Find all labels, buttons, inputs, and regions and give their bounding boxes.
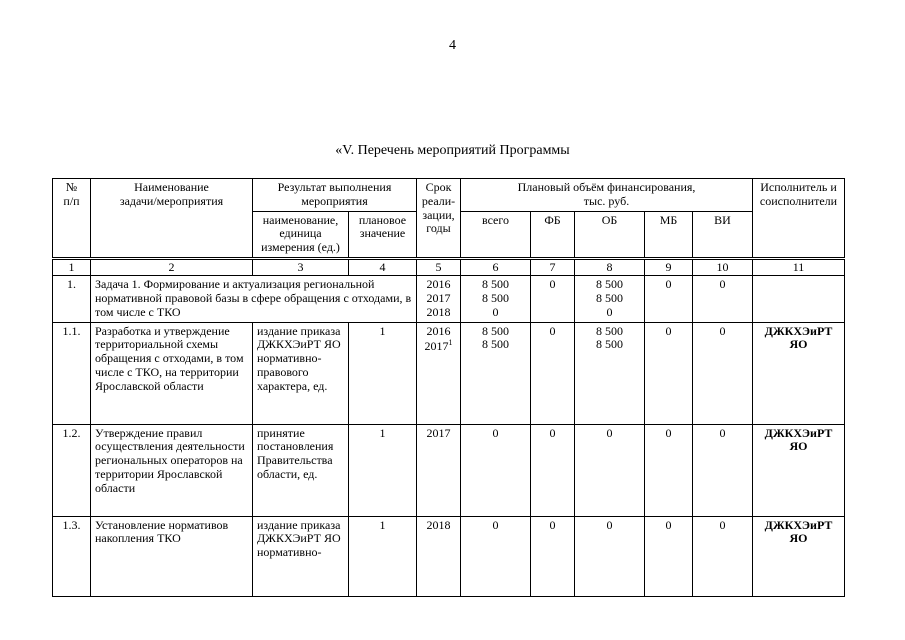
row-result-value: 1 [349,424,417,516]
row-mb: 0 [645,322,693,424]
task-mb: 0 [645,276,693,322]
header-vi: ВИ [693,211,753,258]
row-executor: ДЖКХЭиРТ ЯО [753,516,845,596]
row-total: 0 [461,424,531,516]
row-result-name: издание приказа ДЖКХЭиРТ ЯО нормативно-правового характера, ед. [253,322,349,424]
table-row [53,516,845,596]
row-result-name: издание приказа ДЖКХЭиРТ ЯО нормативно- [253,516,349,596]
row-ob: 8 500 8 500 [575,322,645,424]
task-total: 8 500 8 500 0 [461,276,531,322]
row-name: Разработка и утверждение территориальной схемы обращения с отходами, в том числе с ТКО, на территории Ярославской области [91,322,253,424]
task-row [53,276,845,322]
header-total: всего [461,211,531,258]
task-ob: 8 500 8 500 0 [575,276,645,322]
header-result: Результат выполнения мероприятия [253,179,417,212]
row-total: 0 [461,516,531,596]
header-mb: МБ [645,211,693,258]
row-result-value: 1 [349,322,417,424]
column-number: 11 [753,258,845,275]
header-ob: ОБ [575,211,645,258]
header-fb: ФБ [531,211,575,258]
row-ob: 0 [575,516,645,596]
header-period: Срок реали- зации, годы [417,179,461,259]
row-number: 1.3. [53,516,91,596]
column-number: 6 [461,258,531,275]
task-years: 2016 2017 2018 [417,276,461,322]
row-vi: 0 [693,322,753,424]
row-vi: 0 [693,516,753,596]
column-number: 7 [531,258,575,275]
row-ob: 0 [575,424,645,516]
row-fb: 0 [531,424,575,516]
row-fb: 0 [531,516,575,596]
row-number: 1.1. [53,322,91,424]
footnote-mark: 1 [448,338,453,348]
row-mb: 0 [645,424,693,516]
row-vi: 0 [693,424,753,516]
row-year: 2018 [417,516,461,596]
column-number: 3 [253,258,349,275]
table-row [53,424,845,516]
header-name: Наименование задачи/мероприятия [91,179,253,259]
column-number: 8 [575,258,645,275]
column-number: 4 [349,258,417,275]
row-name: Утверждение правил осуществления деятельности региональных операторов на территории Ярославской области [91,424,253,516]
header-result-name: наименование, единица измерения (ед.) [253,211,349,258]
header-row-1 [53,179,845,212]
row-year [417,322,461,424]
task-vi: 0 [693,276,753,322]
column-number: 5 [417,258,461,275]
row-number: 1.2. [53,424,91,516]
row-fb: 0 [531,322,575,424]
header-result-value: плановое значение [349,211,417,258]
task-name: Задача 1. Формирование и актуализация региональной нормативной правовой базы в сфере обращения с отходами, в том числе с ТКО [91,276,417,322]
row-result-name: принятие постановления Правительства области, ед. [253,424,349,516]
header-financing: Плановый объём финансирования, тыс. руб. [461,179,753,212]
row-mb: 0 [645,516,693,596]
row-total: 8 500 8 500 [461,322,531,424]
column-number: 1 [53,258,91,275]
row-year-text: 2016 2017 [424,323,451,354]
row-year: 2017 [417,424,461,516]
task-executor [753,276,845,322]
document-title: «V. Перечень мероприятий Программы [335,143,570,158]
row-name: Установление нормативов накопления ТКО [91,516,253,596]
row-executor: ДЖКХЭиРТ ЯО [753,424,845,516]
table-row [53,322,845,424]
column-number: 2 [91,258,253,275]
task-fb: 0 [531,276,575,322]
page-number: 4 [449,38,456,53]
column-number: 10 [693,258,753,275]
header-executor: Исполнитель и соисполнители [753,179,845,259]
header-no: № п/п [53,179,91,259]
row-executor: ДЖКХЭиРТ ЯО [753,322,845,424]
measures-table [52,178,845,597]
row-result-value: 1 [349,516,417,596]
task-number: 1. [53,276,91,322]
column-number: 9 [645,258,693,275]
column-number-row [53,258,845,275]
